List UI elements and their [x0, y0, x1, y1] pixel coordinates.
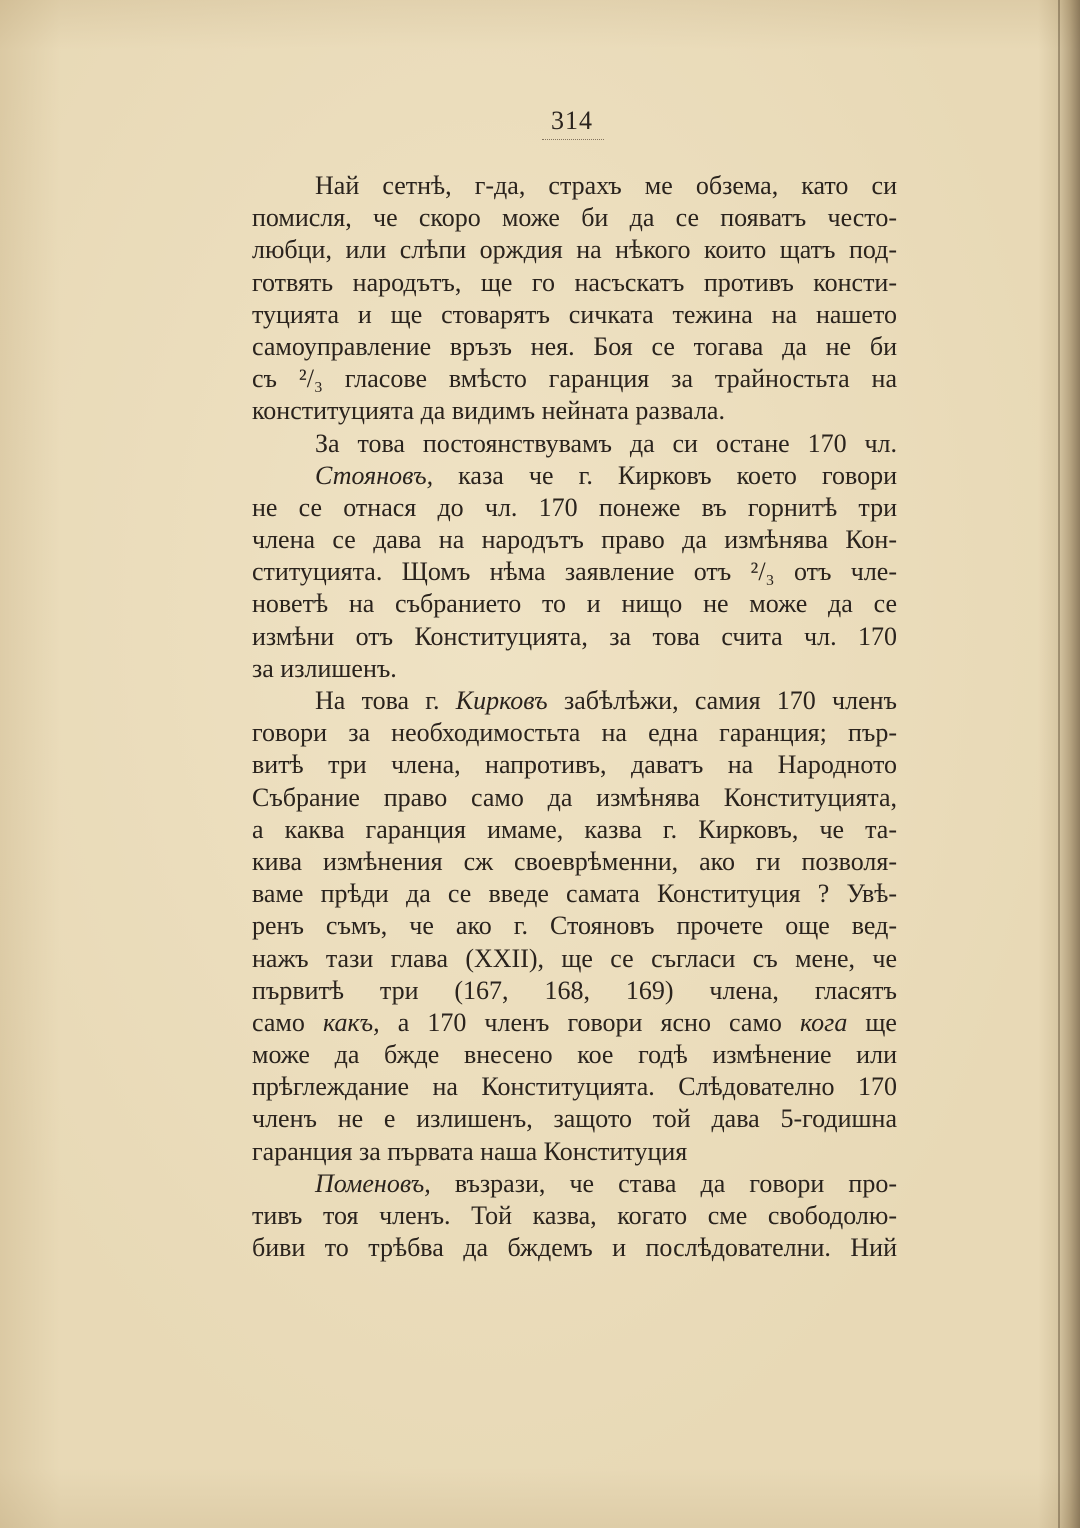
- text-run: На това г.: [315, 686, 456, 715]
- text-run: члена се дава на народътъ право да измѣнява Кон-: [252, 525, 897, 555]
- text-line: [252, 524, 897, 556]
- text-run: ституцията. Щомъ нѣма заявление отъ ²/₃ отъ чле-: [252, 557, 897, 587]
- text-line: [252, 685, 897, 717]
- text-run: а каква гаранция имаме, казва г. Кирковъ, че та-: [252, 814, 897, 844]
- text-line: [252, 492, 897, 524]
- text-line: [252, 170, 897, 202]
- text-line: [252, 782, 897, 814]
- text-line: [252, 267, 897, 299]
- text-line: [252, 1039, 897, 1071]
- text-run: ще: [847, 1007, 897, 1037]
- text-line: [252, 846, 897, 878]
- text-line: [252, 975, 897, 1007]
- text-line: [252, 202, 897, 234]
- text-line: [252, 878, 897, 910]
- text-run: каза че г. Кирковъ което говори: [433, 460, 897, 490]
- text-line: [252, 588, 897, 620]
- italic-name: Поменовъ,: [315, 1168, 431, 1198]
- text-line: [252, 910, 897, 942]
- text-run: само: [252, 1007, 323, 1037]
- text-run: съ ²/₃ гласове вмѣсто гаранция за трайностьта на: [252, 364, 897, 394]
- paragraph: [252, 685, 897, 1168]
- text-run: нажъ тази глава (XXII), ще се съгласи съ мене, че: [252, 943, 897, 973]
- paragraph: [252, 460, 897, 685]
- text-run: любци, или слѣпи орждия на нѣкого които щатъ под-: [252, 235, 897, 265]
- text-run: биви то трѣбва да бждемъ и послѣдователни. Ний: [252, 1233, 897, 1263]
- text-line: [252, 749, 897, 781]
- text-line: [252, 1007, 897, 1039]
- text-run: първитѣ три (167, 168, 169) члена, гласятъ: [252, 975, 897, 1005]
- text-line: [252, 299, 897, 331]
- text-line: [252, 814, 897, 846]
- text-line: [252, 1200, 897, 1232]
- paragraph: [252, 1168, 897, 1265]
- text-line: [252, 621, 897, 653]
- text-line: [252, 556, 897, 588]
- paragraph: [252, 428, 897, 460]
- text-line: [252, 653, 897, 685]
- text-run: може да бжде внесено кое годѣ измѣнение или: [252, 1040, 897, 1070]
- italic-name: кога: [800, 1007, 848, 1037]
- binding-edge: [1058, 0, 1060, 1528]
- paragraph: [252, 170, 897, 428]
- text-line: [252, 460, 897, 492]
- text-run: готвять народътъ, ще го насъскатъ противъ консти-: [252, 267, 897, 297]
- text-run: туцията и ще стоварятъ сичката тежина на нашето: [252, 299, 897, 329]
- text-run: конституцията да видимъ нейната развала.: [252, 396, 725, 426]
- italic-name: Кирковъ: [455, 686, 548, 715]
- text-line: [252, 395, 897, 427]
- text-run: гаранция за първата наша Конституция: [252, 1136, 688, 1166]
- italic-name: какъ,: [322, 1007, 380, 1037]
- text-run: ваме прѣди да се введе самата Конституция ? Увѣ-: [252, 879, 897, 909]
- text-run: забѣлѣжи, самия 170 членъ: [547, 686, 897, 715]
- text-run: членъ не е излишенъ, защото той дава 5-годишна: [252, 1104, 897, 1134]
- italic-name: Стояновъ,: [315, 460, 434, 490]
- text-run: витѣ три члена, напротивъ, даватъ на Народното: [252, 750, 897, 780]
- text-line: [252, 1168, 897, 1200]
- text-line: [252, 428, 897, 460]
- text-run: Най сетнѣ, г-да, страхъ ме обзема, като си: [315, 171, 897, 200]
- text-line: [252, 1103, 897, 1135]
- text-run: тивъ тоя членъ. Той казва, когато сме свободолю-: [252, 1201, 897, 1230]
- page-number: 314: [551, 106, 593, 135]
- text-run: помисля, че скоро може би да се появатъ често-: [252, 203, 897, 233]
- text-run: ренъ съмъ, че ако г. Стояновъ прочете още вед-: [252, 911, 897, 941]
- text-line: [252, 363, 897, 395]
- text-body: [252, 170, 897, 1264]
- text-run: не се отнася до чл. 170 понеже въ горнитѣ три: [252, 492, 897, 522]
- text-run: самоуправление връзъ нея. Боя се тогава да не би: [252, 331, 897, 361]
- text-run: говори за необходимостьта на една гаранция; пър-: [252, 718, 897, 748]
- text-run: За това постоянствувамъ да си остане 170 чл.: [315, 428, 897, 458]
- text-line: [252, 1071, 897, 1103]
- text-run: възрази, че става да говори про-: [430, 1168, 897, 1198]
- text-line: [252, 943, 897, 975]
- text-run: кива измѣнения сж своеврѣменни, ако ги позволя-: [252, 846, 897, 876]
- text-run: измѣни отъ Конституцията, за това счита чл. 170: [252, 621, 897, 651]
- text-line: [252, 1136, 897, 1168]
- text-line: [252, 717, 897, 749]
- text-line: [252, 331, 897, 363]
- text-run: за излишенъ.: [252, 653, 397, 683]
- page-number-rule: [542, 139, 604, 140]
- text-run: а 170 членъ говори ясно само: [379, 1007, 800, 1037]
- text-line: [252, 1232, 897, 1264]
- text-run: прѣглеждание на Конституцията. Слѣдователно 170: [252, 1072, 897, 1102]
- text-run: Събрание право само да измѣнява Конституцията,: [252, 782, 897, 812]
- text-run: новетѣ на събранието то и нищо не може да се: [252, 589, 897, 619]
- text-line: [252, 234, 897, 266]
